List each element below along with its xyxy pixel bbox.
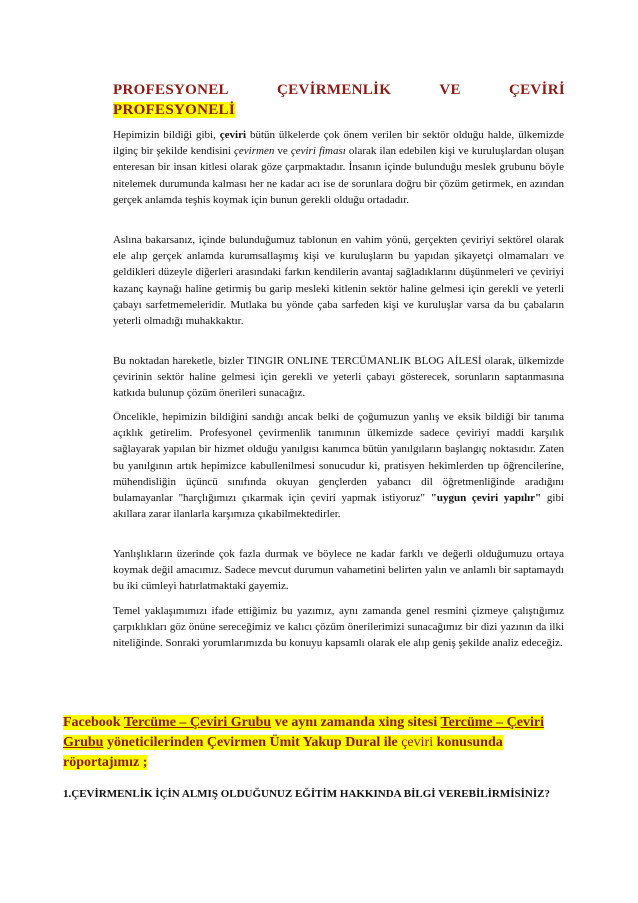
p1-italic-ceviri-fimasi: çeviri fiması [290, 145, 346, 158]
p1-text-g: olarak ilan edebilen kişi ve kuruluşlardan oluşan enteresan bir insan kitlesi olarak göze çarpmaktadır. İnsanın içinde bulunduğu meslek grubunu böyle nitelemek durumunda kalması her ne kadar acı ise de sorunlara doğru bir çözüm getirmek, en azından gerçek anlamda teşhis koymak için bunun gerekli olduğu ortadadır. [113, 145, 564, 206]
p1-italic-cevirmen: çevirmen [234, 145, 275, 158]
interview-ceviri-word: çeviri [401, 735, 434, 750]
p4-text-a: Öncelikle, hepimizin bildiğini sandığı ancak belki de çoğumuzun yanlış ve eksik bildiği bir tanıma açıklık getirelim. Profesyonel çevirmenlik tanımının ülkemizde sadece çeviriyi maddi karşılık sağlayarak yapılan bir hizmet olduğu yanılgısı kanımca bütün yanılgıların başlangıç noktasıdır. Zaten bu yanılgının artık hepimizce kabullenilmesi sonucudur ki, pratisyen hekimlerden tıp öğrencilerine, mühendisliğin üçüncü sınıfında okuyan gençlerden yabancı dil öğretmenliğinde aradığını bulamayanlar "harçlığımızı çıkarmak için çeviri yapmak istiyoruz" [113, 411, 564, 505]
p4-bold-quote: "uygun çeviri yapılır" [430, 492, 542, 505]
facebook-label: Facebook [63, 715, 121, 730]
p4-text-c: gibi akıllara zarar ilanlarla karşımıza çıkabilmektedirler. [113, 492, 565, 521]
p1-text-c: bütün ülkelerde çok önem verilen bir sektör olduğu halde, ülkemizde ilginç bir şekilde kendisini [113, 129, 565, 158]
interview-text-b: ve aynı zamanda xing sitesi [271, 715, 438, 730]
title-line-1 [113, 80, 565, 100]
p1-bold-ceviri: çeviri [219, 129, 247, 141]
paragraph-5: Yanlışlıkların üzerinde çok fazla durmak ve böylece ne kadar farklı ve değerli olduğumuzu ortaya koymak değil amacımız. Sadece mevcut durumun vahametini belirten yalın ve anlamlı bir saptamaydı bu iki cümleyi hatırlatmaktaki gayemiz. [113, 548, 564, 593]
interview-text-c: yöneticilerinden Çevirmen Ümit Yakup Dural ile [103, 735, 398, 750]
title-highlight: PROFESYONELİ [113, 102, 235, 118]
title-word-2: ÇEVİRMENLİK [277, 82, 392, 98]
title-word-1: PROFESYONEL [113, 82, 229, 98]
interview-heading-highlight [63, 715, 544, 770]
paragraph-intro [113, 127, 564, 208]
p1-text-e: ve [277, 145, 288, 158]
document-title [113, 80, 565, 120]
title-word-3: VE [439, 82, 461, 98]
interview-text-e: konusunda röportajımız ; [63, 735, 503, 770]
question-1: 1.ÇEVİRMENLİK İÇİN ALMIŞ OLDUĞUNUZ EĞİTİM HAKKINDA BİLGİ VEREBİLİRMİSİNİZ? [63, 788, 550, 800]
facebook-group-link[interactable]: Tercüme – Çeviri Grubu [123, 715, 272, 730]
p1-text-a: Hepimizin bildiği gibi, [113, 129, 216, 141]
paragraph-4 [113, 409, 564, 522]
paragraph-3: Bu noktadan hareketle, bizler TINGIR ONLINE TERCÜMANLIK BLOG AİLESİ olarak, ülkemizde çevirinin sektör haline gelmesi için gerekli ve yeterli çabayı gösterecek, sorunların saptanmasına katkıda bulunup çözüm önerileri sunacağız. [113, 355, 564, 400]
paragraph-6: Temel yaklaşımımızı ifade ettiğimiz bu yazımız, aynı zamanda genel resmini çizmeye çalıştığımız çarpıklıkları göz önüne sereceğimiz ve kalıcı çözüm önerilerimizi sunacağımız bir dizi yazının da ilki niteliğinde. Sonraki yorumlarımızda bu konuyu kapsamlı olarak ele alıp geniş şekilde analiz edeceğiz. [113, 605, 564, 650]
title-word-4: ÇEVİRİ [508, 82, 565, 98]
interview-heading [63, 713, 568, 773]
title-line-2 [113, 100, 565, 120]
paragraph-2: Aslına bakarsanız, içinde bulunduğumuz tablonun en vahim yönü, gerçekten çeviriyi sektörel olarak ele alıp gerçek anlamda kurumsallaşmış kişi ve kuruluşların bu yapıdan şikayetçi olmamaları ve geldikleri düzeyle diğerleri arasındaki farkın kendilerin avantaj sağladıklarını düşünmeleri ve çeviriyi kazanç kaynağı haline getirmiş bu garip mesleki kitlenin sektör haline gelmesi için gerekli ve yeterli çabayı sarfetmemeleridir. Mutlaka bu yönde çaba sarfeden kişi ve kuruluşlar varsa da bu çabaların yeterli olmadığı muhakkaktır. [113, 234, 564, 328]
xing-group-link[interactable]: Tercüme – Çeviri Grubu [63, 715, 544, 750]
